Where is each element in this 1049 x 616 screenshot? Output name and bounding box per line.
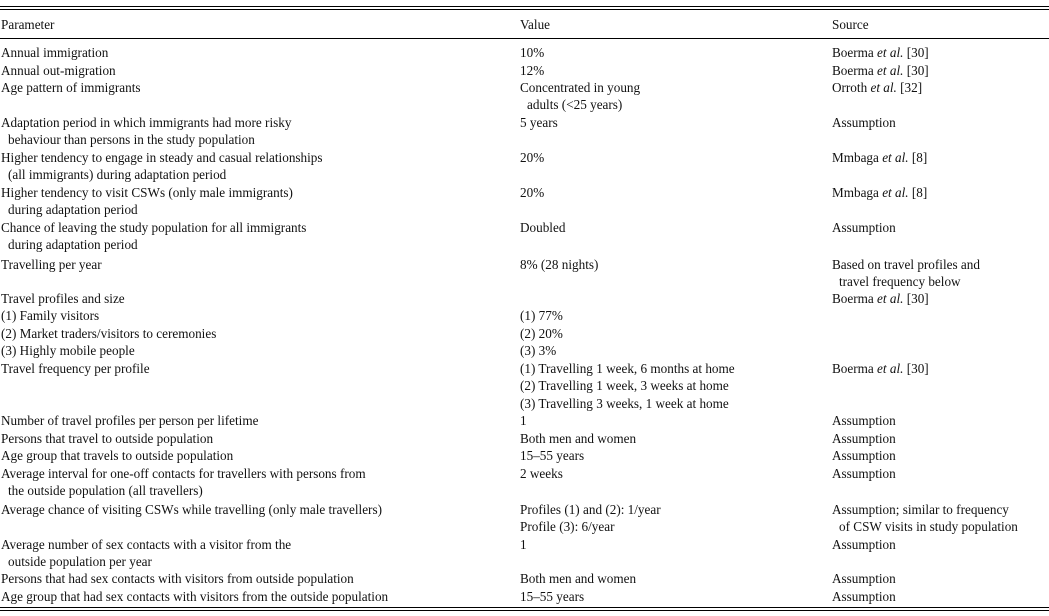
parameter-text: Age group that travels to outside population	[1, 448, 234, 463]
source-cell	[832, 465, 1049, 482]
source-text	[832, 184, 1049, 201]
value-cell	[520, 570, 820, 587]
source-segment: Assumption	[832, 537, 896, 552]
bottom-rule-2	[0, 610, 1049, 611]
parameter-text: Annual immigration	[1, 45, 109, 60]
parameter-cell	[1, 430, 506, 447]
value-text: (2) 20%	[520, 325, 563, 341]
source-segment: Assumption	[832, 220, 896, 235]
source-cell	[832, 290, 1049, 307]
source-cell	[832, 360, 1049, 377]
parameter-text: outside population per year	[8, 554, 152, 570]
value-text: 5 years	[520, 115, 558, 130]
header-value: Value	[520, 17, 551, 32]
source-text	[832, 360, 1049, 377]
value-text: Both men and women	[520, 431, 637, 446]
parameter-text: (1) Family visitors	[1, 308, 100, 324]
value-text: 8% (28 nights)	[520, 257, 599, 272]
parameter-text: the outside population (all travellers)	[8, 483, 203, 499]
source-segment: Assumption	[832, 448, 896, 463]
source-text	[832, 570, 1049, 587]
source-segment: Mmbaga	[832, 150, 883, 165]
source-cell	[832, 430, 1049, 447]
et-al-italic: et al.	[877, 361, 904, 376]
source-text	[832, 290, 1049, 307]
parameter-cell	[1, 79, 506, 96]
source-segment: Assumption	[832, 571, 896, 586]
parameter-cell	[1, 570, 506, 587]
header-parameter: Parameter	[1, 17, 55, 32]
value-cell	[520, 184, 820, 201]
parameter-cell	[1, 412, 506, 429]
source-text	[832, 518, 1049, 535]
value-cell	[520, 79, 820, 114]
source-segment: Assumption	[832, 115, 896, 130]
value-text: (2) Travelling 1 week, 3 weeks at home	[520, 378, 729, 394]
parameter-text: Higher tendency to visit CSWs (only male immigrants)	[1, 185, 293, 200]
et-al-italic: et al.	[877, 45, 904, 60]
value-text: Concentrated in young	[520, 80, 641, 95]
top-rule-2	[0, 9, 1049, 10]
source-text	[832, 412, 1049, 429]
source-cell	[832, 79, 1049, 96]
et-al-italic: et al.	[877, 291, 904, 306]
source-segment: [8]	[908, 185, 928, 200]
source-segment: [8]	[908, 150, 928, 165]
source-text	[832, 501, 1049, 518]
source-segment: [30]	[903, 63, 929, 78]
value-cell	[520, 219, 820, 236]
parameter-text: Average interval for one-off contacts for travellers with persons from	[1, 466, 366, 481]
source-segment: Boerma	[832, 291, 878, 306]
source-segment: Boerma	[832, 361, 878, 376]
value-cell	[520, 256, 820, 273]
value-cell	[520, 62, 820, 79]
header-rule	[0, 38, 1049, 39]
parameter-cell	[1, 114, 506, 149]
value-text: (3) Travelling 3 weeks, 1 week at home	[520, 395, 729, 411]
value-cell	[520, 501, 820, 536]
source-text	[832, 430, 1049, 447]
source-segment: Boerma	[832, 63, 878, 78]
source-segment: Assumption	[832, 431, 896, 446]
value-text: 15–55 years	[520, 448, 585, 463]
parameter-text: (all immigrants) during adaptation period	[8, 167, 227, 183]
parameter-text: Adaptation period in which immigrants had more risky	[1, 115, 292, 130]
parameter-text: Annual out-migration	[1, 63, 116, 78]
source-text	[832, 536, 1049, 553]
parameter-text: (2) Market traders/visitors to ceremonies	[1, 325, 217, 341]
source-cell	[832, 184, 1049, 201]
parameter-text: behaviour than persons in the study population	[8, 132, 255, 148]
value-cell	[520, 465, 820, 482]
source-text	[832, 149, 1049, 166]
parameter-text: Age group that had sex contacts with visitors from the outside population	[1, 589, 389, 604]
parameter-cell	[1, 536, 506, 571]
header-source: Source	[832, 17, 869, 32]
value-text: adults (<25 years)	[527, 97, 623, 113]
source-segment: Based on travel profiles and	[832, 257, 980, 272]
parameter-text: during adaptation period	[8, 237, 138, 253]
value-cell	[520, 360, 820, 412]
parameter-text: Higher tendency to engage in steady and casual relationships	[1, 150, 323, 165]
source-text	[832, 588, 1049, 605]
value-text: 20%	[520, 185, 545, 200]
parameter-cell	[1, 219, 506, 254]
source-cell	[832, 114, 1049, 131]
source-cell	[832, 44, 1049, 61]
source-cell	[832, 570, 1049, 587]
parameter-cell	[1, 184, 506, 219]
parameter-cell	[1, 501, 506, 518]
bottom-rule-1	[0, 607, 1049, 608]
source-text	[832, 114, 1049, 131]
source-segment: Assumption	[832, 589, 896, 604]
top-rule-1	[0, 6, 1049, 7]
value-cell	[520, 44, 820, 61]
value-cell	[520, 412, 820, 429]
source-text	[832, 44, 1049, 61]
source-segment: Mmbaga	[832, 185, 883, 200]
source-segment: Assumption	[832, 413, 896, 428]
source-segment: of CSW visits in study population	[839, 519, 1018, 535]
source-text	[832, 256, 1049, 273]
source-cell	[832, 62, 1049, 79]
source-cell	[832, 588, 1049, 605]
source-segment: [30]	[903, 291, 929, 306]
value-cell	[520, 430, 820, 447]
source-text	[832, 447, 1049, 464]
value-text: 12%	[520, 63, 545, 78]
value-text: 15–55 years	[520, 589, 585, 604]
parameter-text: Age pattern of immigrants	[1, 80, 141, 95]
value-text: (1) Travelling 1 week, 6 months at home	[520, 361, 735, 376]
value-text: 1	[520, 537, 527, 552]
value-cell	[520, 290, 820, 359]
parameter-cell	[1, 62, 506, 79]
value-text: Profile (3): 6/year	[520, 519, 615, 535]
parameter-cell	[1, 360, 506, 377]
parameter-cell	[1, 44, 506, 61]
parameter-cell	[1, 588, 506, 605]
source-segment: Assumption; similar to frequency	[832, 502, 1009, 517]
parameter-text: Travelling per year	[1, 257, 102, 272]
source-segment: [30]	[903, 361, 929, 376]
value-text: (1) 77%	[520, 308, 563, 324]
parameter-text: Persons that had sex contacts with visitors from outside population	[1, 571, 354, 586]
parameter-cell	[1, 149, 506, 184]
source-cell	[832, 219, 1049, 236]
source-cell	[832, 412, 1049, 429]
value-cell	[520, 588, 820, 605]
parameter-cell	[1, 256, 506, 273]
value-text: 20%	[520, 150, 545, 165]
source-cell	[832, 447, 1049, 464]
value-text: (3) 3%	[520, 342, 557, 358]
source-text	[832, 465, 1049, 482]
source-cell	[832, 256, 1049, 291]
value-text: 10%	[520, 45, 545, 60]
parameter-text: during adaptation period	[8, 202, 138, 218]
source-text	[832, 62, 1049, 79]
parameter-text: Number of travel profiles per person per lifetime	[1, 413, 259, 428]
value-text: Both men and women	[520, 571, 637, 586]
source-segment: [30]	[903, 45, 929, 60]
source-segment: Assumption	[832, 466, 896, 481]
source-text	[832, 273, 1049, 290]
source-segment: travel frequency below	[839, 274, 961, 290]
value-text: 2 weeks	[520, 466, 563, 481]
source-segment: Orroth	[832, 80, 871, 95]
value-text	[520, 290, 820, 307]
et-al-italic: et al.	[882, 150, 909, 165]
value-text: Doubled	[520, 220, 566, 235]
value-cell	[520, 536, 820, 553]
parameter-cell	[1, 290, 506, 359]
value-text: Profiles (1) and (2): 1/year	[520, 502, 661, 517]
source-segment: [32]	[896, 80, 923, 95]
et-al-italic: et al.	[877, 63, 904, 78]
value-cell	[520, 149, 820, 166]
et-al-italic: et al.	[882, 185, 909, 200]
et-al-italic: et al.	[870, 80, 897, 95]
value-cell	[520, 447, 820, 464]
parameter-cell	[1, 465, 506, 500]
source-text	[832, 79, 1049, 96]
parameter-text: Average number of sex contacts with a visitor from the	[1, 537, 292, 552]
source-text	[832, 219, 1049, 236]
parameter-cell	[1, 447, 506, 464]
parameter-text: Average chance of visiting CSWs while travelling (only male travellers)	[1, 502, 382, 517]
parameter-text: Travel profiles and size	[1, 291, 125, 306]
parameter-text: Travel frequency per profile	[1, 361, 150, 376]
source-cell	[832, 501, 1049, 536]
value-text: 1	[520, 413, 527, 428]
value-cell	[520, 114, 820, 131]
parameter-text: Chance of leaving the study population for all immigrants	[1, 220, 307, 235]
source-segment: Boerma	[832, 45, 878, 60]
source-cell	[832, 536, 1049, 553]
parameter-text: (3) Highly mobile people	[1, 342, 135, 358]
parameter-text: Persons that travel to outside population	[1, 431, 214, 446]
source-cell	[832, 149, 1049, 166]
